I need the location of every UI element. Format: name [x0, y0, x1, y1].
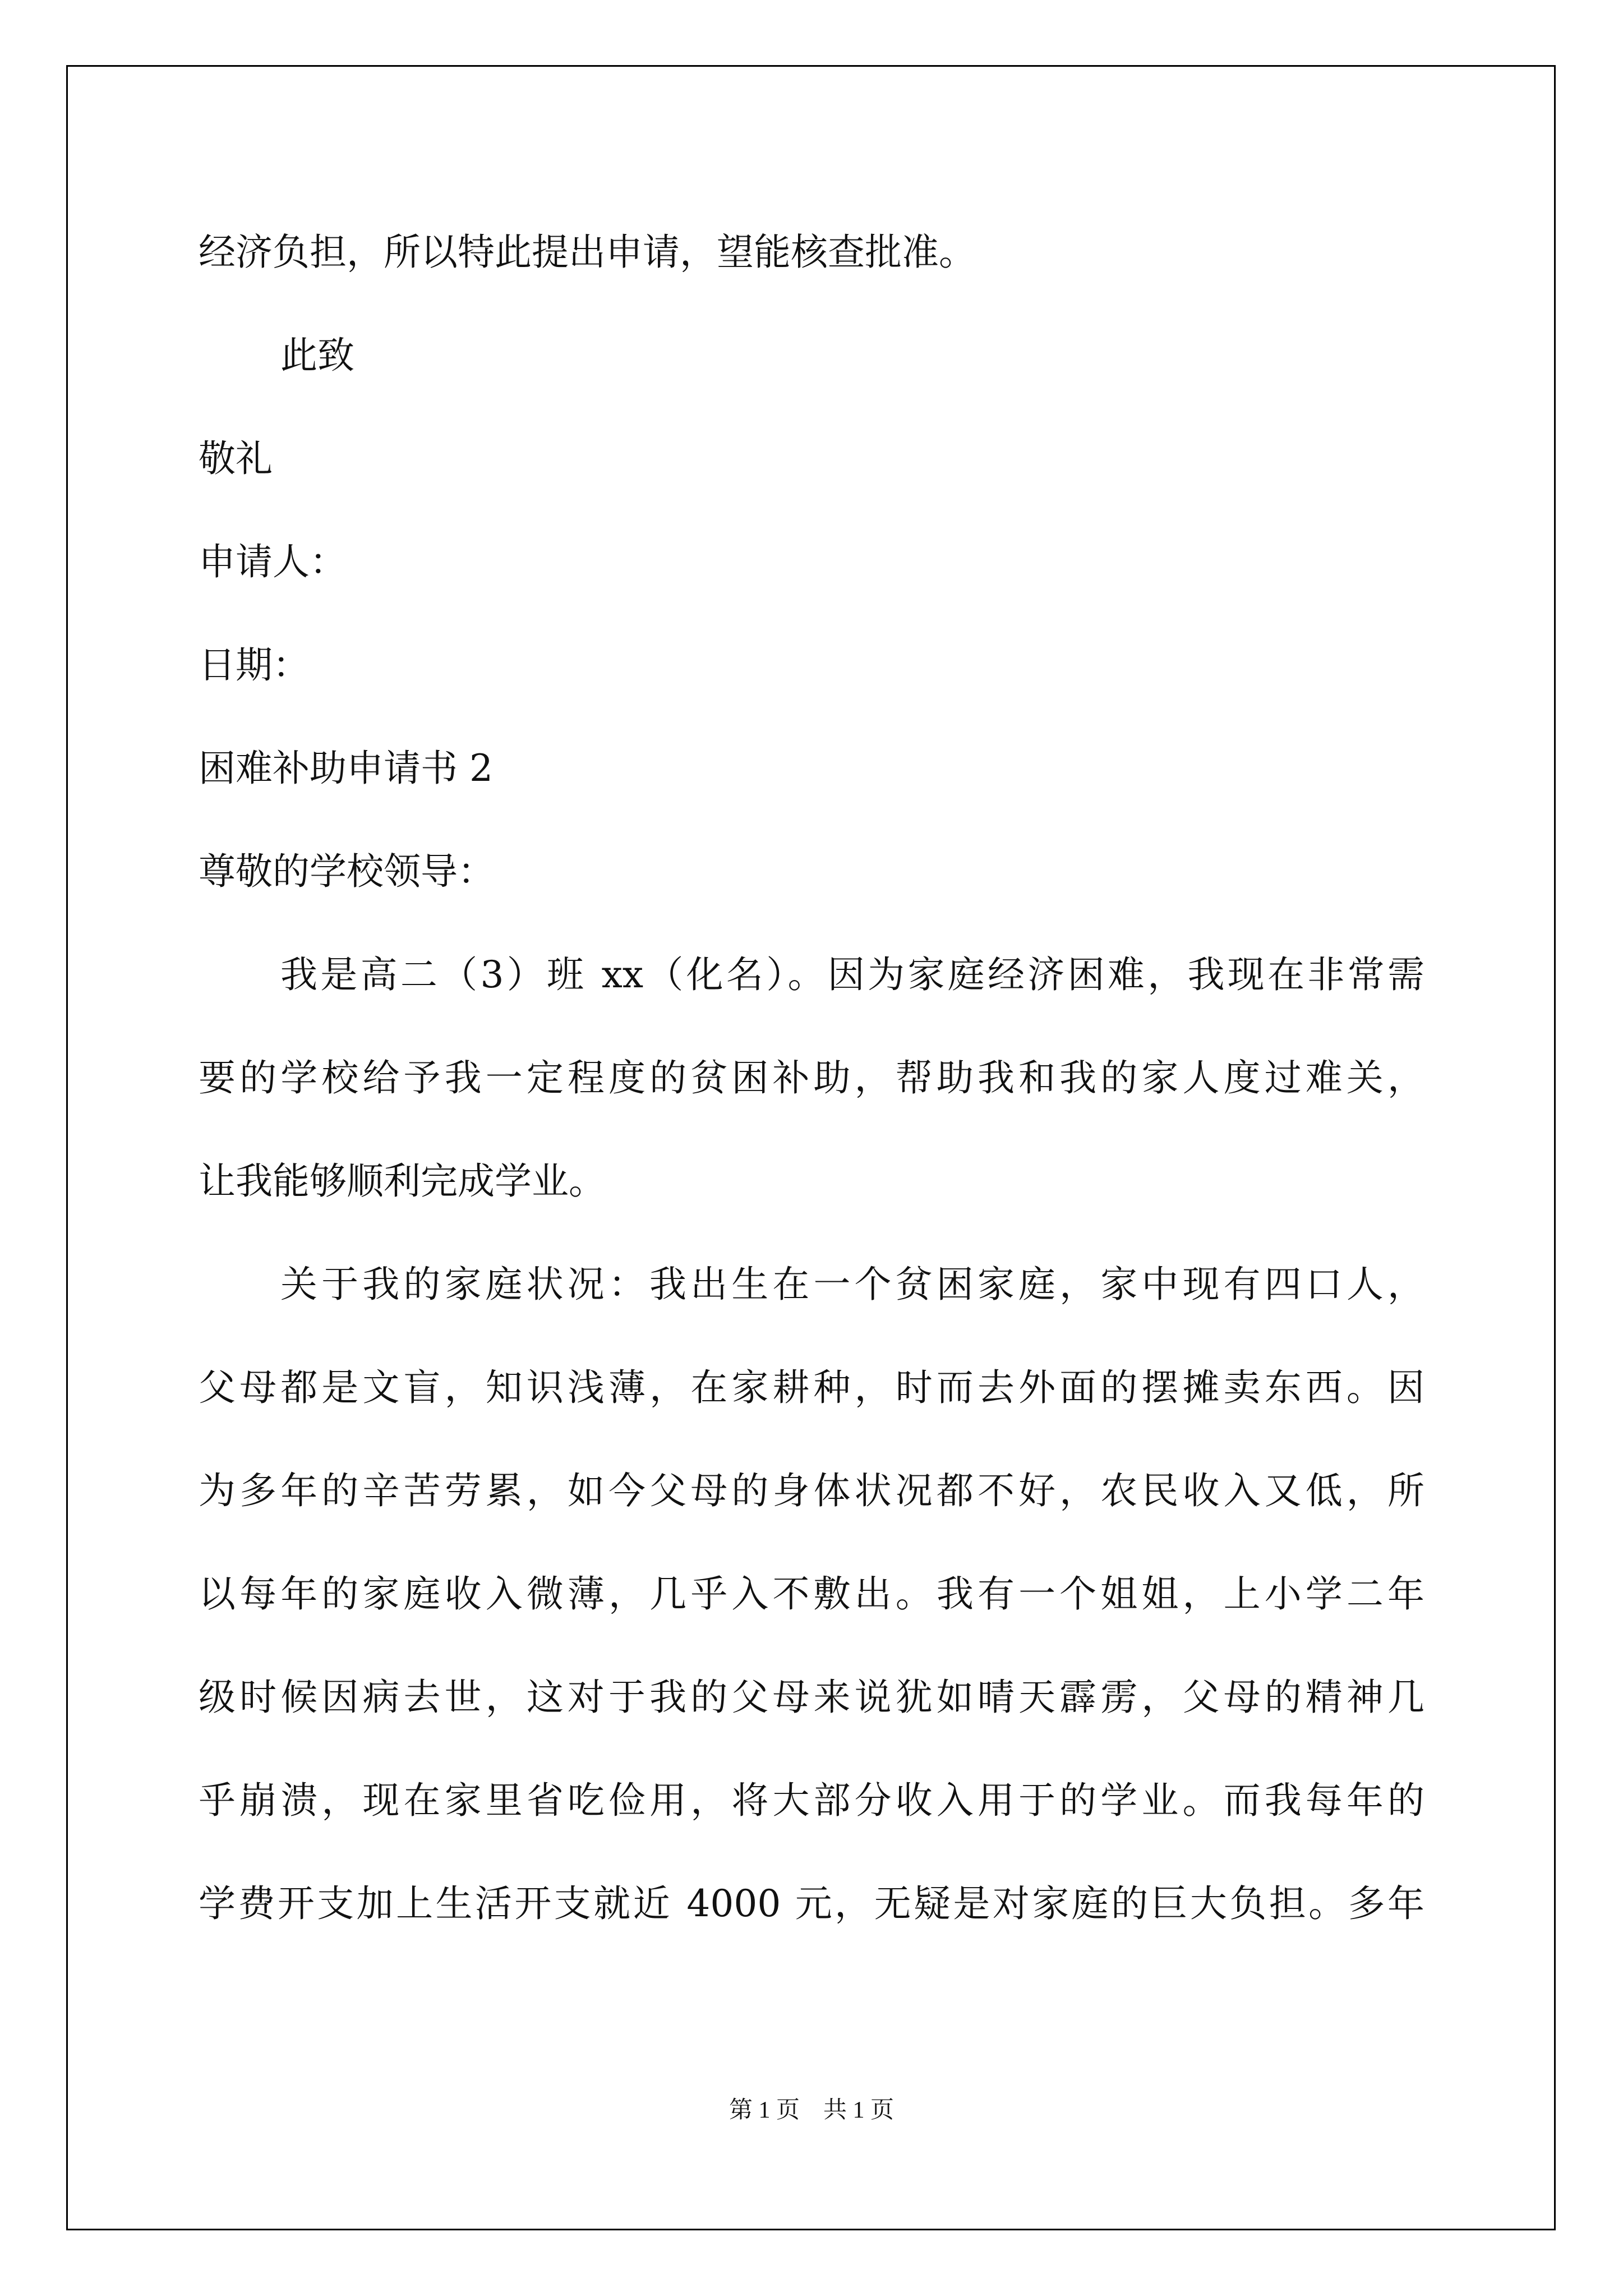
page-footer: 第 1 页 共 1 页: [728, 2097, 894, 2123]
text-line: 父母都是文盲，知识浅薄，在家耕种，时而去外面的摆摊卖东西。因: [199, 1366, 1424, 1409]
closing-salutation: 此致: [280, 334, 354, 377]
text-line: 级时候因病去世，这对于我的父母来说犹如晴天霹雳，父母的精神几: [199, 1676, 1424, 1719]
closing-regards: 敬礼: [199, 437, 273, 480]
text-line: 以每年的家庭收入微薄，几乎入不敷出。我有一个姐姐，上小学二年: [199, 1572, 1424, 1616]
date-label: 日期：: [199, 643, 310, 687]
greeting: 尊敬的学校领导：: [199, 850, 495, 893]
text-line: 关于我的家庭状况：我出生在一个贫困家庭，家中现有四口人，: [280, 1263, 1424, 1306]
text-line: 学费开支加上生活开支就近 4000 元，无疑是对家庭的巨大负担。多年: [199, 1882, 1424, 1925]
text-line: 乎崩溃，现在家里省吃俭用，将大部分收入用于的学业。而我每年的: [199, 1779, 1424, 1822]
section-title: 困难补助申请书 2: [199, 747, 493, 790]
text-line: 让我能够顺利完成学业。: [199, 1159, 606, 1203]
applicant-label: 申请人：: [199, 540, 347, 583]
text-line: 经济负担，所以特此提出申请，望能核查批准。: [199, 231, 976, 274]
text-line: 要的学校给予我一定程度的贫困补助，帮助我和我的家人度过难关，: [199, 1056, 1424, 1099]
text-line: 我是高二（3）班 xx（化名）。因为家庭经济困难，我现在非常需: [280, 953, 1424, 996]
text-line: 为多年的辛苦劳累，如今父母的身体状况都不好，农民收入又低，所: [199, 1469, 1424, 1512]
